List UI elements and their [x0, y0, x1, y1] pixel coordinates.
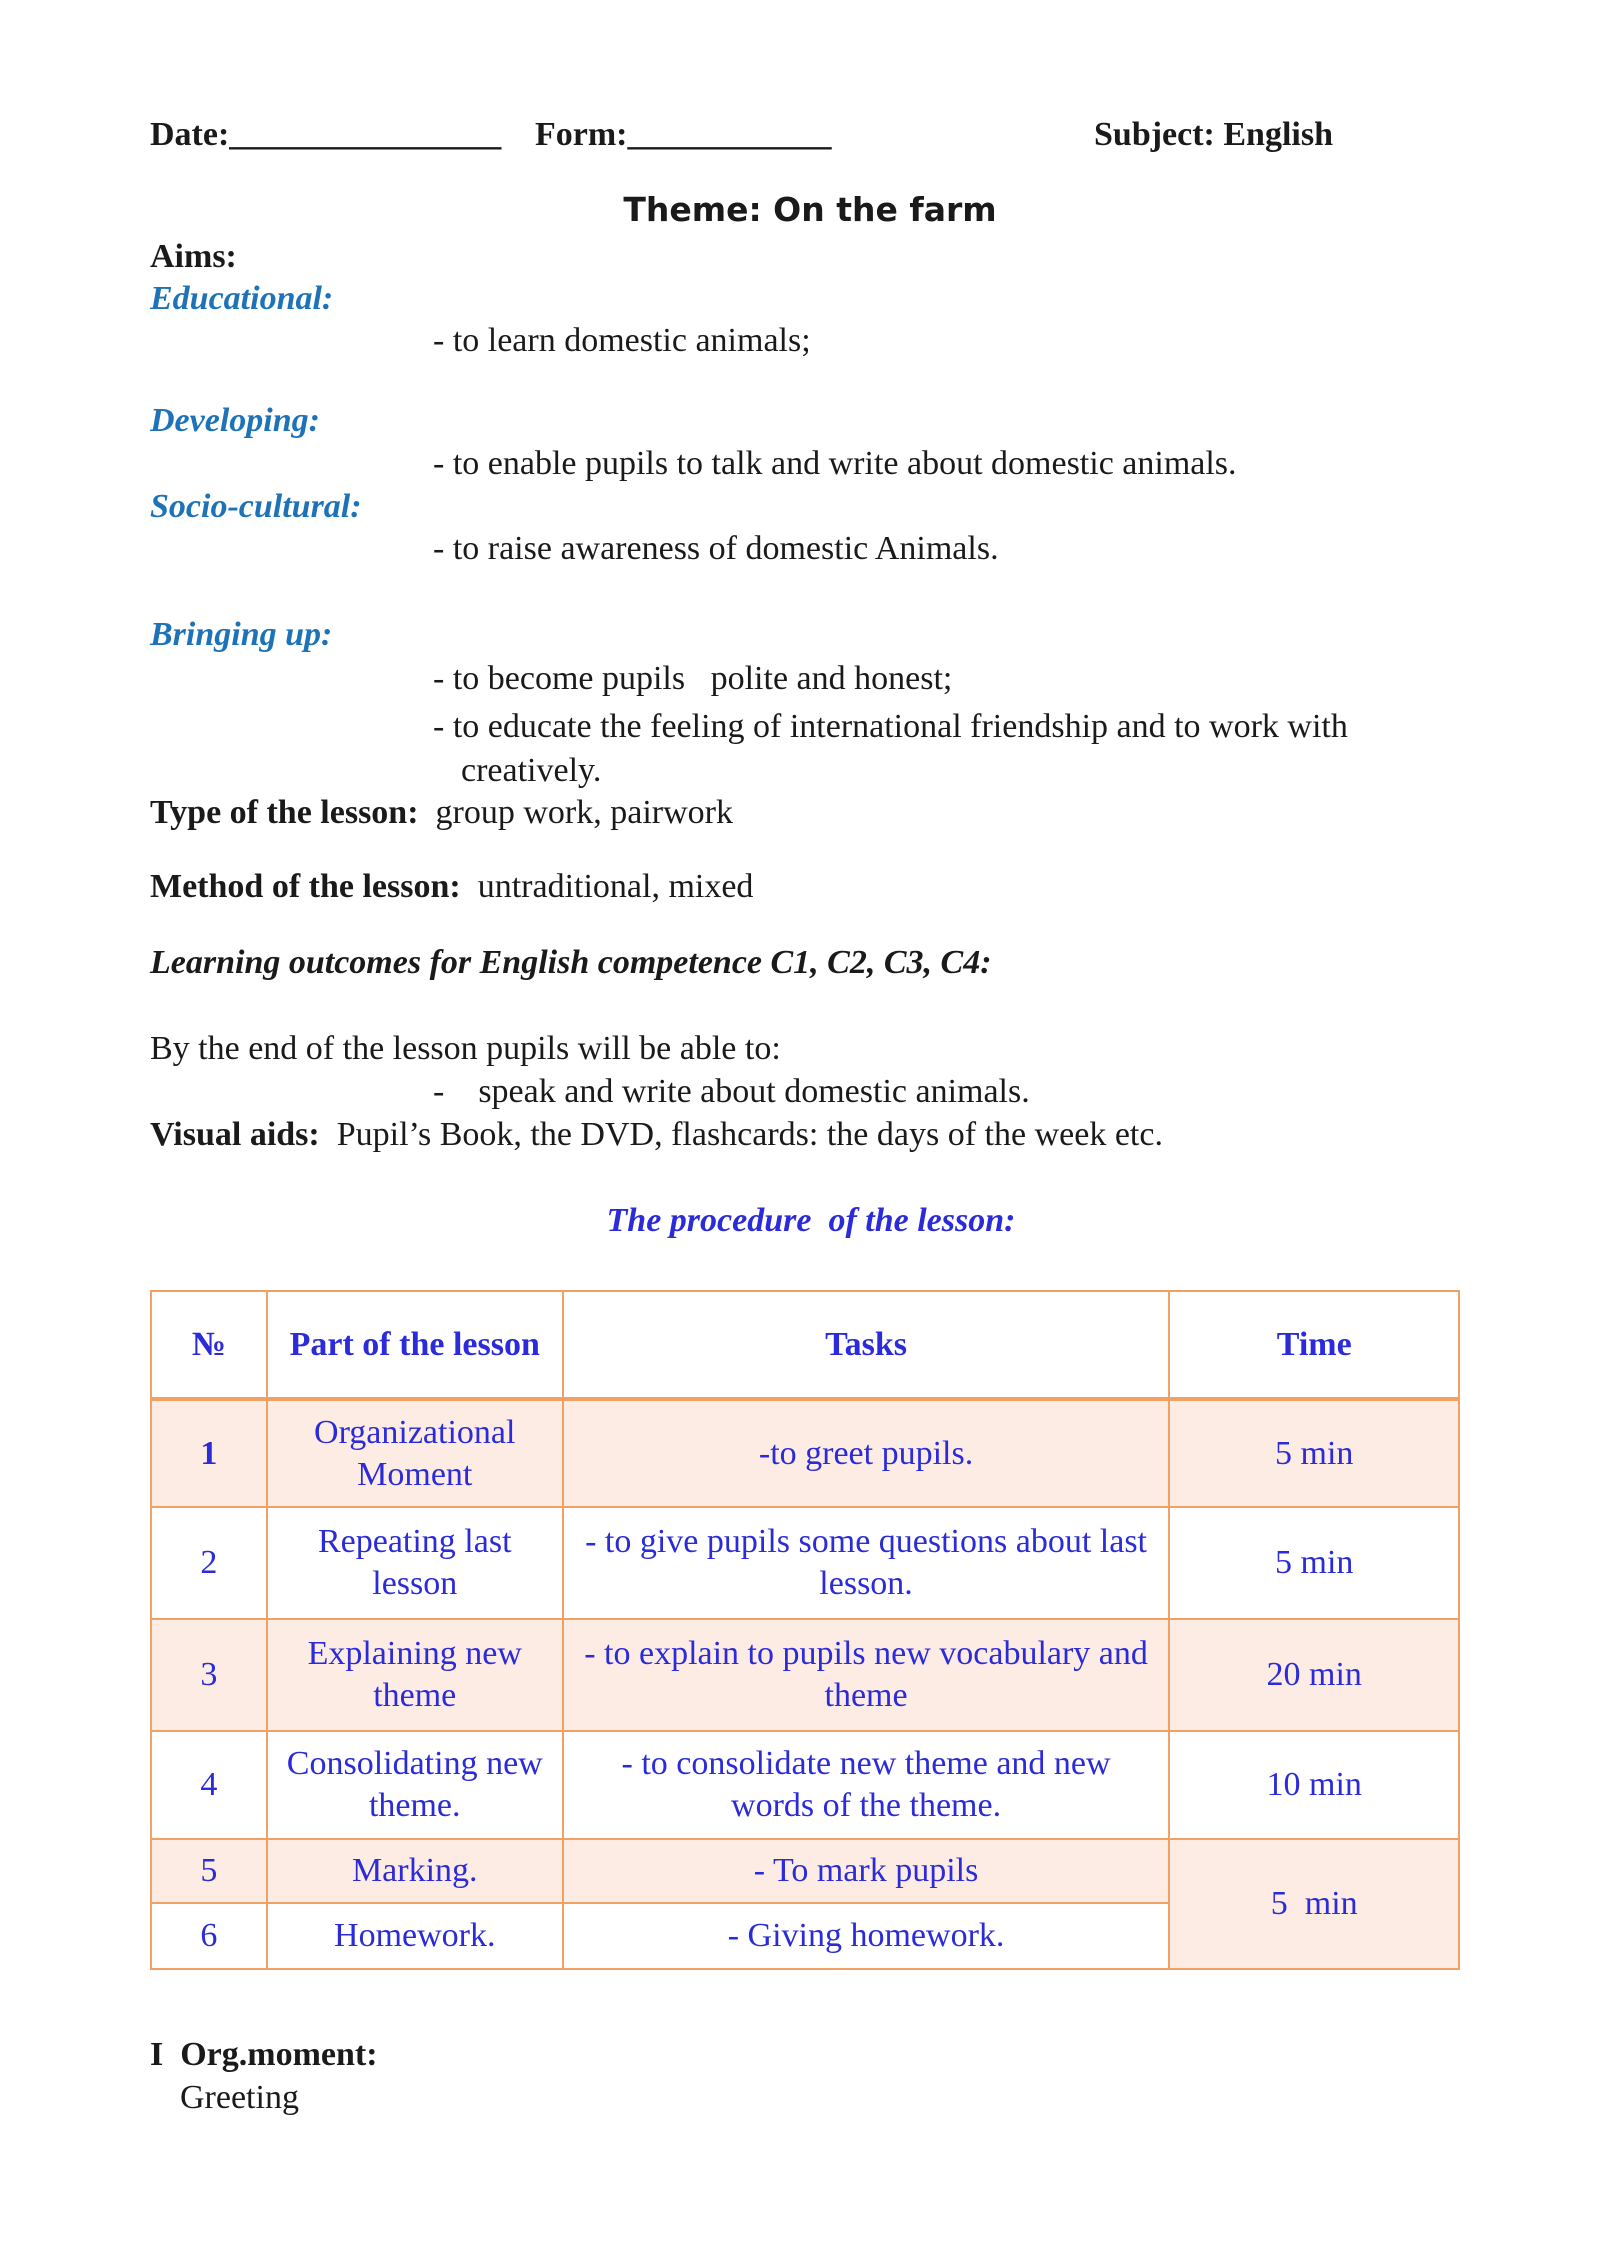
- learning-outcome-item: - speak and write about domestic animals.: [433, 1073, 1030, 1110]
- form-field: Form:____________: [535, 116, 832, 153]
- row-part: Explaining new theme: [267, 1619, 563, 1731]
- row-number: 5: [151, 1839, 267, 1903]
- socio-cultural-label: Socio-cultural:: [150, 488, 362, 525]
- educational-aim: - to learn domestic animals;: [433, 322, 811, 359]
- row-part: Repeating last lesson: [267, 1507, 563, 1619]
- date-field: Date:________________: [150, 116, 502, 153]
- learning-outcomes-heading: Learning outcomes for English competence C1, C2, C3, C4:: [150, 944, 992, 981]
- bringing-up-aim-2-cont: creatively.: [461, 752, 602, 789]
- row-time-merged: 5 min: [1169, 1839, 1459, 1969]
- row-time: 20 min: [1169, 1619, 1459, 1731]
- row-task: - to give pupils some questions about last lesson.: [563, 1507, 1170, 1619]
- developing-label: Developing:: [150, 402, 320, 439]
- header-number: №: [151, 1291, 267, 1399]
- procedure-title: The procedure of the lesson:: [606, 1202, 1016, 1239]
- header-part: Part of the lesson: [267, 1291, 563, 1399]
- learning-outcomes-intro: By the end of the lesson pupils will be able to:: [150, 1030, 781, 1067]
- row-task: - to consolidate new theme and new words of the theme.: [563, 1731, 1170, 1839]
- bringing-up-aim-2: - to educate the feeling of international friendship and to work with: [433, 708, 1348, 745]
- header-time: Time: [1169, 1291, 1459, 1399]
- socio-cultural-aim: - to raise awareness of domestic Animals.: [433, 530, 999, 567]
- visual-aids-value: Pupil’s Book, the DVD, flashcards: the days of the week etc.: [336, 1116, 1163, 1153]
- method-of-lesson-value: untraditional, mixed: [477, 868, 754, 905]
- row-number: 3: [151, 1619, 267, 1731]
- row-task: - To mark pupils: [563, 1839, 1170, 1903]
- header-tasks: Tasks: [563, 1291, 1170, 1399]
- type-of-lesson-label: Type of the lesson:: [150, 794, 419, 831]
- row-number: 6: [151, 1903, 267, 1969]
- visual-aids-label: Visual aids:: [150, 1116, 320, 1153]
- table-row: [151, 1399, 1459, 1507]
- table-row: [151, 1619, 1459, 1731]
- row-time: 5 min: [1169, 1399, 1459, 1507]
- row-number: 4: [151, 1731, 267, 1839]
- visual-aids: [150, 1114, 1163, 1156]
- row-part: Organizational Moment: [267, 1399, 563, 1507]
- row-task: - to explain to pupils new vocabulary and theme: [563, 1619, 1170, 1731]
- educational-label: Educational:: [150, 280, 334, 317]
- section-one-heading: I Org.moment:: [150, 2036, 378, 2073]
- method-of-lesson-label: Method of the lesson:: [150, 868, 461, 905]
- developing-aim: - to enable pupils to talk and write about domestic animals.: [433, 445, 1237, 482]
- type-of-lesson: [150, 792, 733, 834]
- type-of-lesson-value: group work, pairwork: [435, 794, 733, 831]
- row-part: Homework.: [267, 1903, 563, 1969]
- row-task: -to greet pupils.: [563, 1399, 1170, 1507]
- theme-title: Theme: On the farm: [623, 190, 997, 229]
- method-of-lesson: [150, 866, 753, 908]
- table-row: [151, 1731, 1459, 1839]
- row-number: 2: [151, 1507, 267, 1619]
- row-part: Marking.: [267, 1839, 563, 1903]
- procedure-table: [150, 1290, 1460, 1970]
- row-time: 10 min: [1169, 1731, 1459, 1839]
- bringing-up-label: Bringing up:: [150, 616, 333, 653]
- row-time: 5 min: [1169, 1507, 1459, 1619]
- section-one-text: Greeting: [180, 2079, 299, 2116]
- table-row: [151, 1839, 1459, 1903]
- table-row: [151, 1507, 1459, 1619]
- aims-heading: Aims:: [150, 238, 237, 275]
- row-number: 1: [151, 1399, 267, 1507]
- row-part: Consolidating new theme.: [267, 1731, 563, 1839]
- table-header-row: [151, 1291, 1459, 1399]
- row-task: - Giving homework.: [563, 1903, 1170, 1969]
- subject-field: Subject: English: [1094, 116, 1333, 153]
- bringing-up-aim-1: - to become pupils polite and honest;: [433, 660, 953, 697]
